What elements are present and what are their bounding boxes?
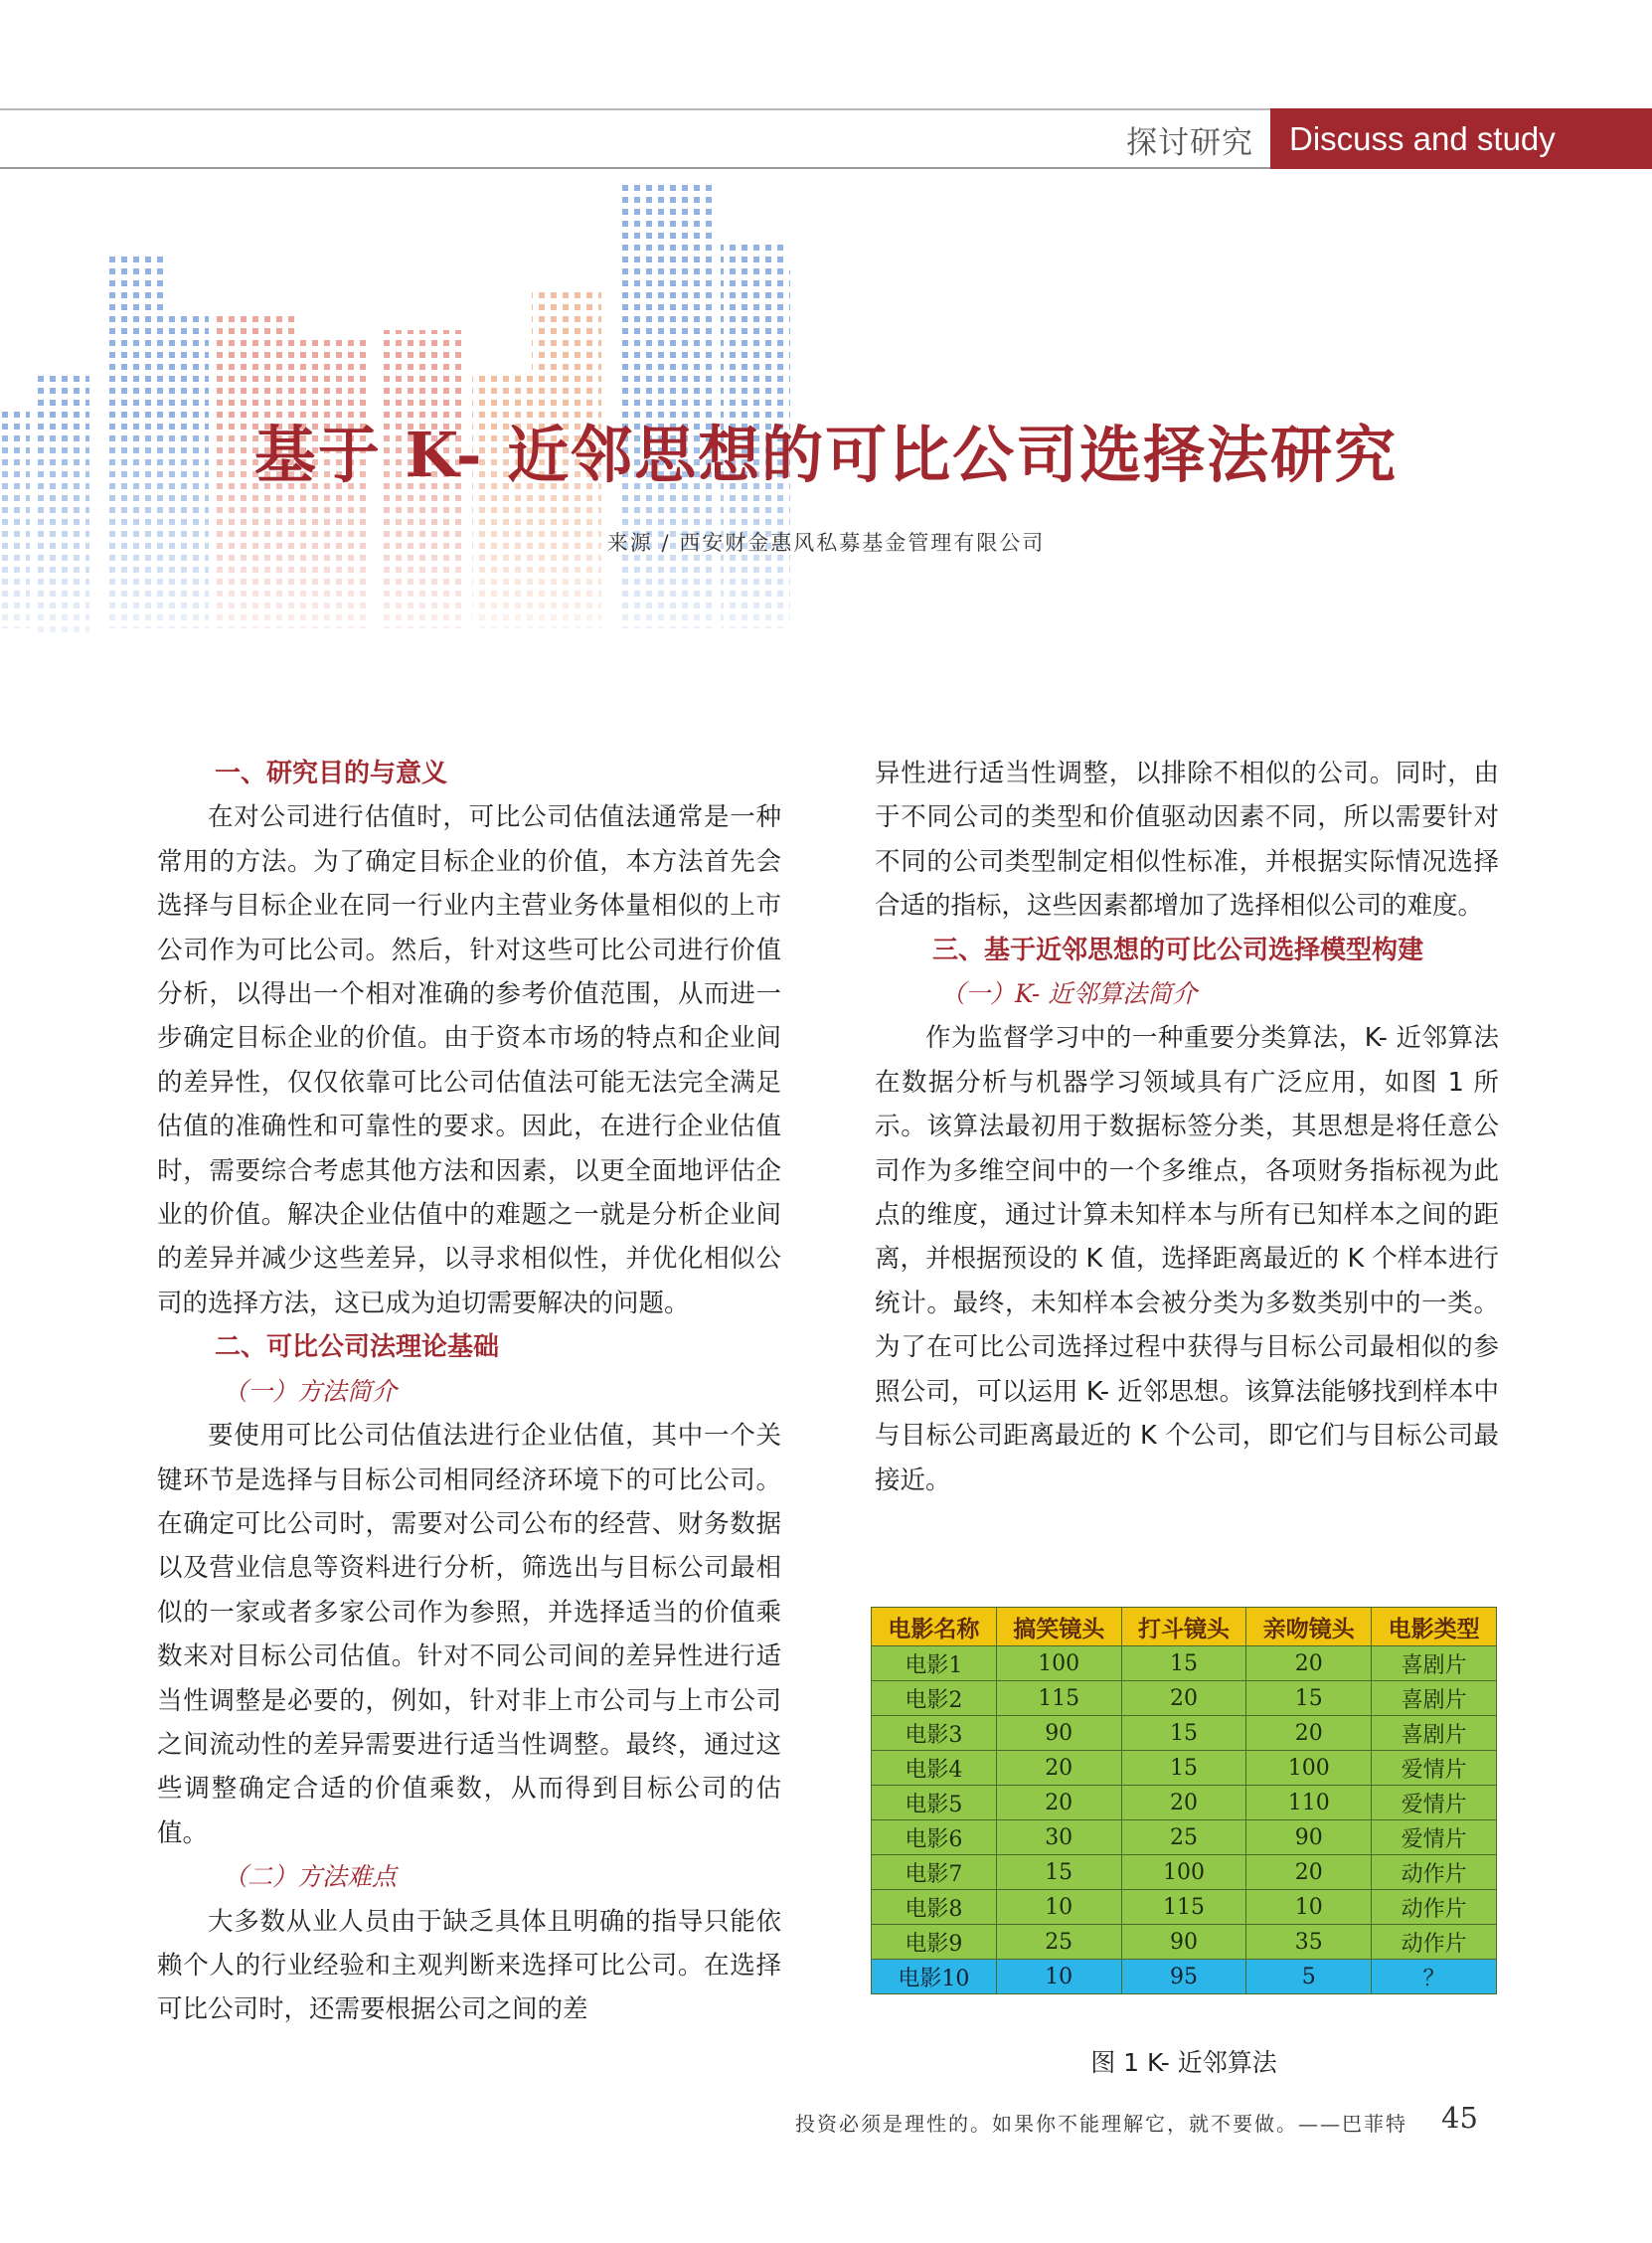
article-byline: 来源 / 西安财金惠风私募基金管理有限公司 [606,531,1046,555]
table-cell: 电影6 [872,1820,997,1855]
table-cell: 15 [1121,1751,1246,1786]
table-cell: 喜剧片 [1372,1646,1497,1681]
table-cell: 电影8 [872,1890,997,1925]
table-cell: 10 [996,1960,1121,1994]
right-column [875,752,1499,1502]
section-label-en: Discuss and study [1270,108,1652,169]
table-cell: 10 [1246,1890,1372,1925]
table-cell: 动作片 [1372,1890,1497,1925]
table-cell: 喜剧片 [1372,1716,1497,1751]
column-header: 搞笑镜头 [996,1608,1121,1646]
column-header: 电影类型 [1372,1608,1497,1646]
table-cell: 110 [1246,1786,1372,1820]
figure-caption: 图 1 K- 近邻算法 [1090,2048,1277,2077]
left-column [157,752,781,2032]
table-cell: 115 [996,1681,1121,1716]
table-cell: 爱情片 [1372,1751,1497,1786]
table-cell: 20 [996,1786,1121,1820]
table-cell: 95 [1121,1960,1246,1994]
paragraph: 在对公司进行估值时，可比公司估值法通常是一种常用的方法。为了确定目标企业的价值，本方法首先会选择与目标企业在同一行业内主营业务体量相似的上市公司作为可比公司。然后，针对这些可比公司进行价值分析，以得出一个相对准确的参考价值范围，从而进一步确定目标企业的价值。由于资本市场的特点和企业间的差异性，仅仅依靠可比公司估值法可能无法完全满足估值的准确性和可靠性的要求。因此，在进行企业估值时，需要综合考虑其他方法和因素，以更全面地评估企业的价值。解决企业估值中的难题之一就是分析企业间的差异并减少这些差异，以寻求相似性，并优化相似公司的选择方法，这已成为迫切需要解决的问题。 [157,802,781,1318]
footer-quote: 投资必须是理性的。如果你不能理解它，就不要做。——巴菲特 [795,2112,1407,2136]
paragraph: 异性进行适当性调整，以排除不相似的公司。同时，由于不同公司的类型和价值驱动因素不同，所以需要针对不同的公司类型制定相似性标准，并根据实际情况选择合适的指标，这些因素都增加了选择相似公司的难度。 [875,759,1499,922]
table-cell: 100 [1246,1751,1372,1786]
table-cell: 5 [1246,1960,1372,1994]
table-cell: 35 [1246,1925,1372,1960]
table-cell: 动作片 [1372,1855,1497,1890]
heading-model-construction: 三、基于近邻思想的可比公司选择模型构建 [932,935,1424,965]
table-cell: 爱情片 [1372,1786,1497,1820]
paragraph: 要使用可比公司估值法进行企业估值，其中一个关键环节是选择与目标公司相同经济环境下的可比公司。在确定可比公司时，需要对公司公布的经营、财务数据以及营业信息等资料进行分析，筛选出与目标公司最相似的一家或者多家公司作为参照，并选择适当的价值乘数来对目标公司估值。针对不同公司间的差异性进行适当性调整是必要的，例如，针对非上市公司与上市公司之间流动性的差异需要进行适当性调整。最终，通过这些调整确定合适的价值乘数，从而得到目标公司的估值。 [157,1421,781,1848]
table-cell: 电影7 [872,1855,997,1890]
table-row [872,1855,1497,1890]
column-header: 打斗镜头 [1121,1608,1246,1646]
table-row [872,1716,1497,1751]
table-cell: 90 [1246,1820,1372,1855]
table-row-unknown [872,1960,1497,1994]
table-cell: 20 [996,1751,1121,1786]
subheading-method-intro: （一）方法简介 [223,1376,398,1406]
section-label-cn: 探讨研究 [1126,125,1253,161]
column-header: 亲吻镜头 [1246,1608,1372,1646]
table-cell: ？ [1372,1960,1497,1994]
table-cell: 20 [1121,1786,1246,1820]
paragraph: 作为监督学习中的一种重要分类算法，K- 近邻算法在数据分析与机器学习领域具有广泛应用，如图 1 所示。该算法最初用于数据标签分类，其思想是将任意公司作为多维空间中的一个多维点，各项财务指标视为此点的维度，通过计算未知样本与所有已知样本之间的距离，并根据预设的 K 值，选择距离最近的 K 个样本进行统计。最终，未知样本会被分类为多数类别中的一类。为了在可比公司选择过程中获得与目标公司最相似的参照公司，可以运用 K- 近邻思想。该算法能够找到样本中与目标公司距离最近的 K 个公司，即它们与目标公司最接近。 [875,1023,1499,1495]
article-title: 基于 K- 近邻思想的可比公司选择法研究 [253,419,1399,491]
column-header: 电影名称 [872,1608,997,1646]
table-cell: 15 [1121,1716,1246,1751]
table-cell: 喜剧片 [1372,1681,1497,1716]
paragraph: 大多数从业人员由于缺乏具体且明确的指导只能依赖个人的行业经验和主观判断来选择可比公司。在选择可比公司时，还需要根据公司之间的差 [157,1906,781,2025]
table-cell: 30 [996,1820,1121,1855]
table-cell: 电影9 [872,1925,997,1960]
table-cell: 15 [996,1855,1121,1890]
table-cell: 20 [1246,1855,1372,1890]
table-cell: 20 [1121,1681,1246,1716]
table-cell: 动作片 [1372,1925,1497,1960]
table-cell: 电影5 [872,1786,997,1820]
heading-theory-basis: 二、可比公司法理论基础 [215,1332,500,1363]
table-cell: 电影2 [872,1681,997,1716]
table-cell: 10 [996,1890,1121,1925]
table-cell: 100 [996,1646,1121,1681]
table-cell: 90 [996,1716,1121,1751]
table-cell: 100 [1121,1855,1246,1890]
table-row [872,1890,1497,1925]
knn-example-table [871,1607,1497,1994]
table-cell: 20 [1246,1716,1372,1751]
table-cell: 电影4 [872,1751,997,1786]
table-cell: 15 [1121,1646,1246,1681]
table-cell: 25 [1121,1820,1246,1855]
table-cell: 电影3 [872,1716,997,1751]
table-row [872,1646,1497,1681]
table-row [872,1820,1497,1855]
table-row [872,1786,1497,1820]
table-cell: 爱情片 [1372,1820,1497,1855]
table-row [872,1751,1497,1786]
table-cell: 15 [1246,1681,1372,1716]
table-row [872,1925,1497,1960]
subheading-method-difficulty: （二）方法难点 [223,1862,398,1892]
subheading-knn-intro: （一）K- 近邻算法简介 [940,979,1198,1009]
page-number: 45 [1441,2101,1478,2135]
table-cell: 20 [1246,1646,1372,1681]
table-cell: 25 [996,1925,1121,1960]
table-cell: 电影1 [872,1646,997,1681]
table-cell: 115 [1121,1890,1246,1925]
table-row [872,1681,1497,1716]
heading-research-purpose: 一、研究目的与意义 [215,759,448,788]
table-cell: 90 [1121,1925,1246,1960]
table-cell: 电影10 [872,1960,997,1994]
